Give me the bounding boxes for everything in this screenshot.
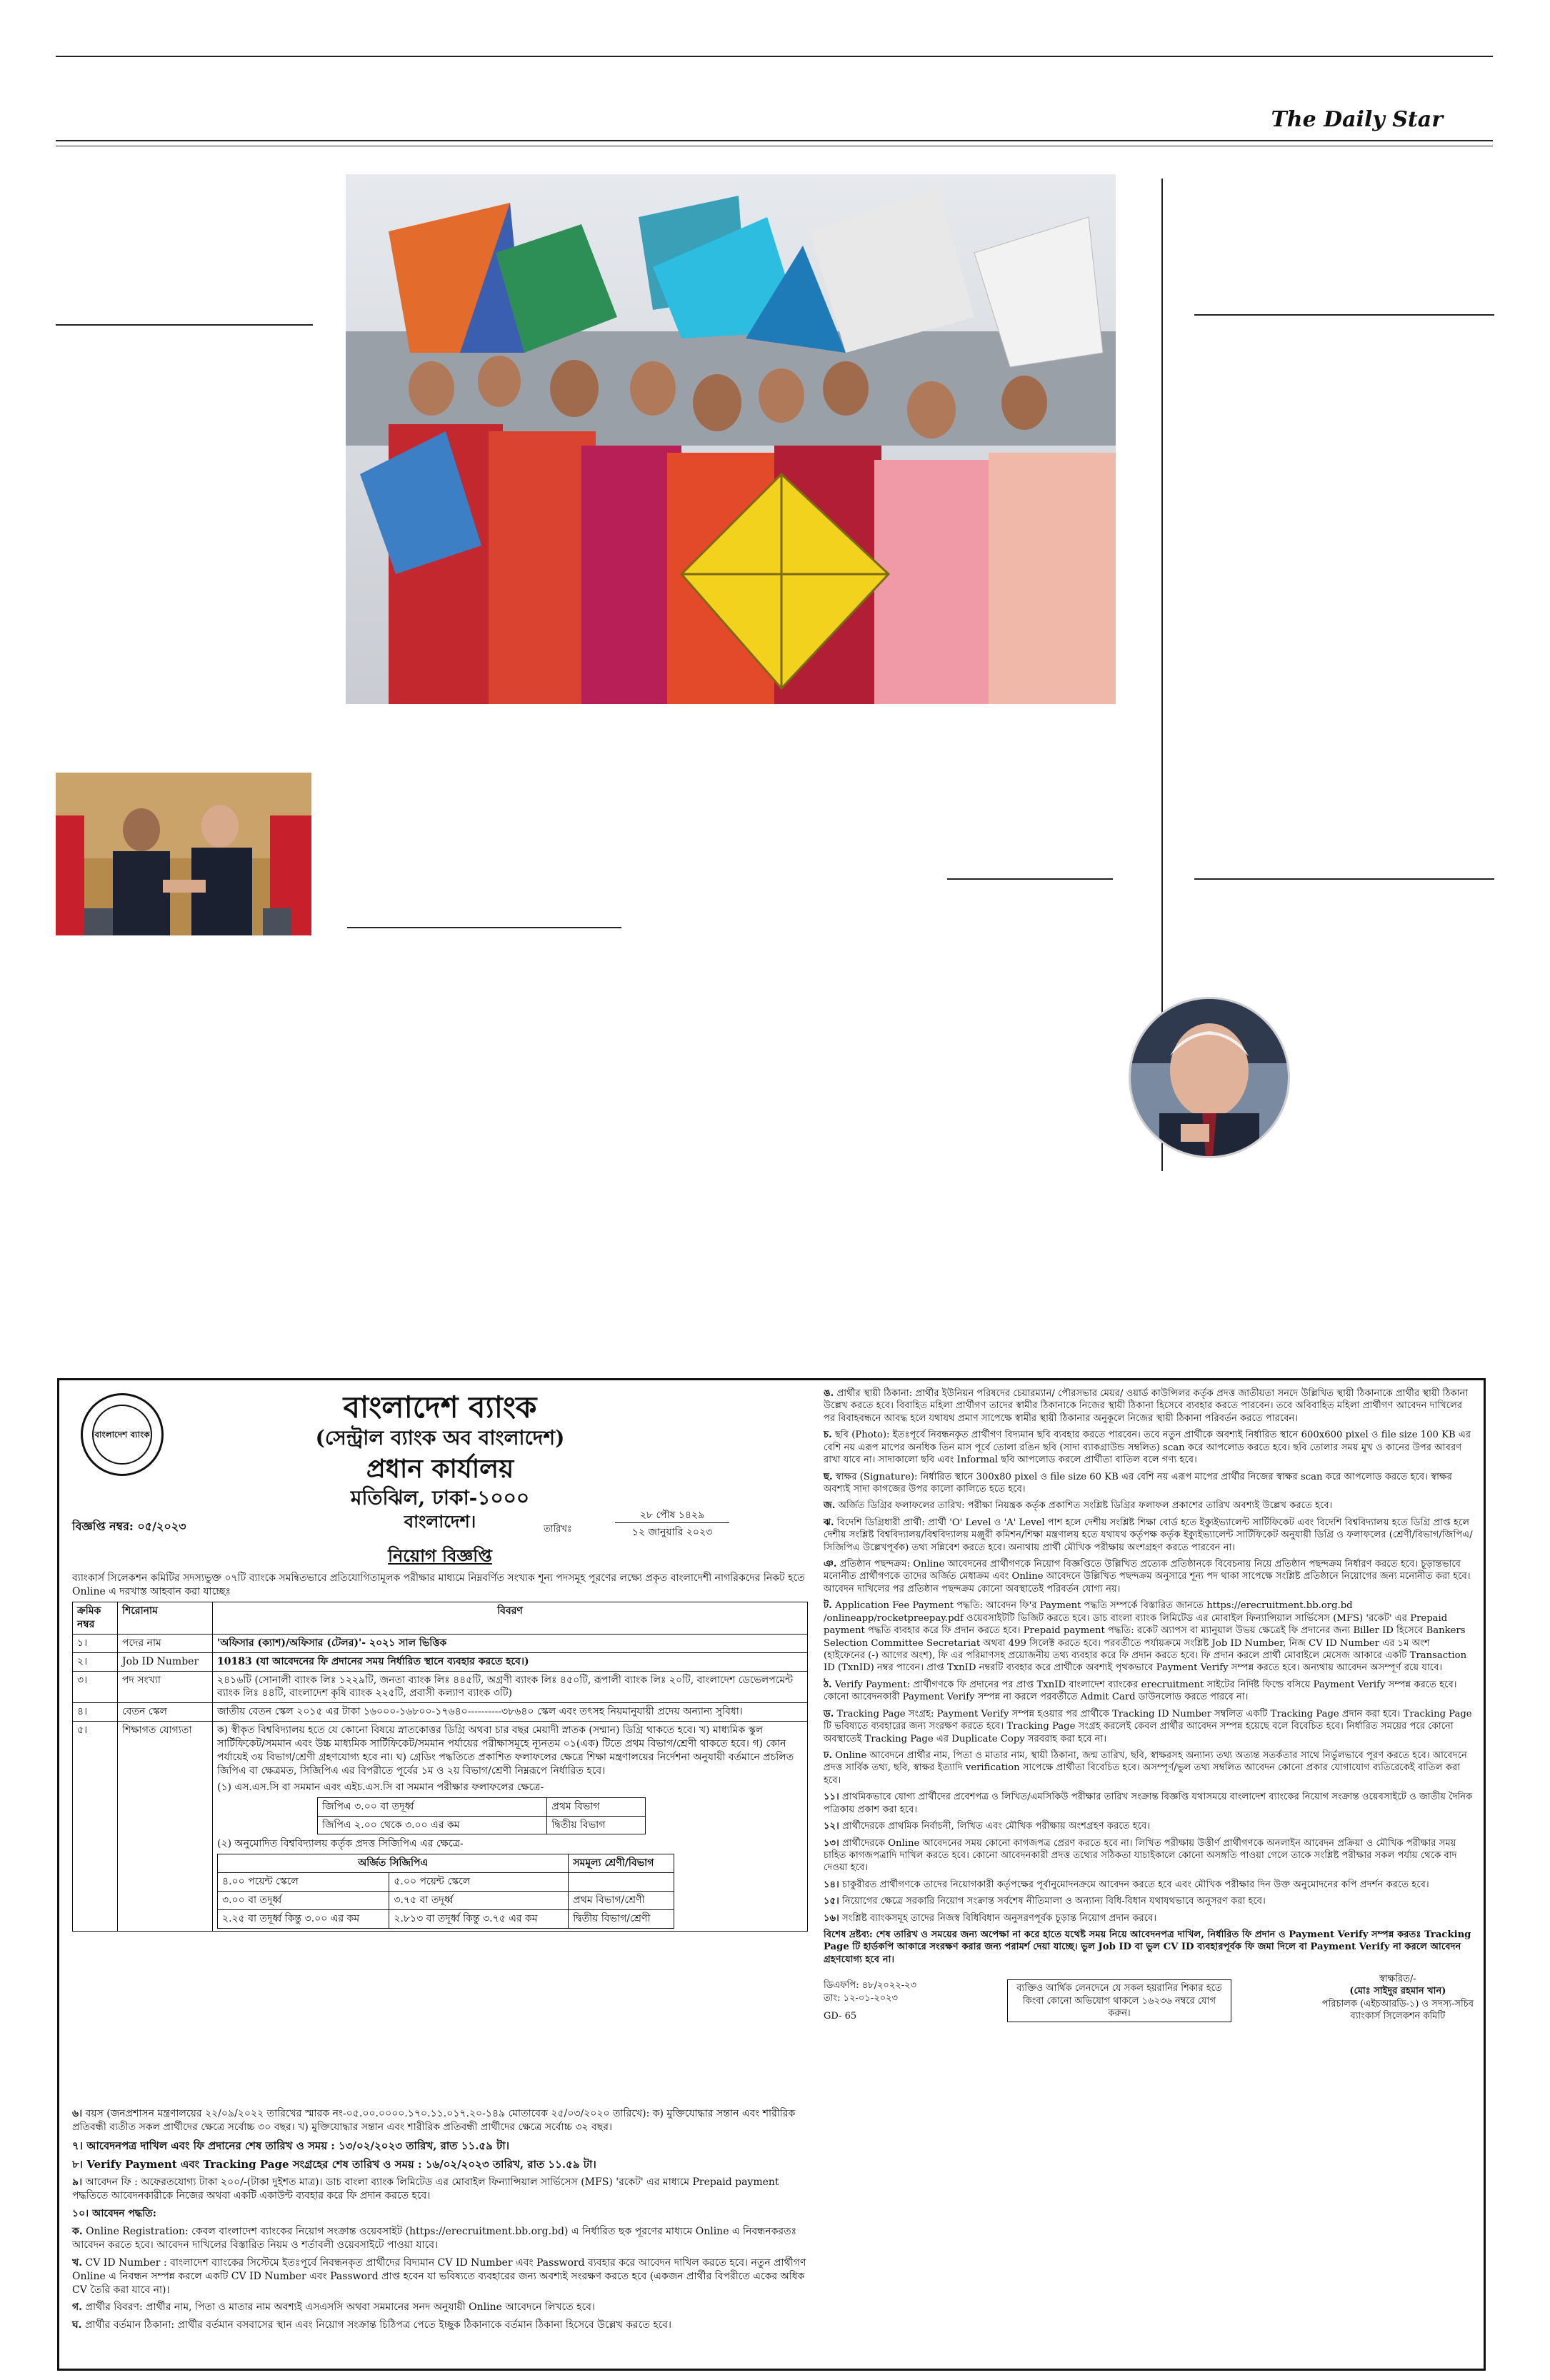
gpa-value: জিপিএ ২.০০ থেকে ৩.০০ এর কম (318, 1816, 547, 1834)
signature-label: স্বাক্ষরিত/- (1379, 1974, 1416, 1985)
list-item (824, 1708, 1474, 1745)
details-table-body (73, 1634, 808, 1931)
item-number: ৯। (72, 2176, 83, 2189)
gpa-caption-2: (২) অনুমোদিত বিশ্ববিদ্যালয় কর্তৃক প্রদত্ত সিজিপিএ এর ক্ষেত্রে- (217, 1838, 464, 1850)
gpa-table-2 (217, 1854, 674, 1929)
left-items (72, 2107, 808, 2336)
list-item (72, 2139, 808, 2153)
dfp-block (824, 1979, 916, 2022)
item-number: জ. (824, 1500, 836, 1512)
item-number: ৭। (72, 2139, 84, 2152)
list-item (72, 2256, 808, 2297)
item-number: ১১। (824, 1792, 839, 1803)
dfp-number: ডিএফপি: ৪৮/২০২২-২৩ (824, 1980, 917, 1992)
gpa-class: দ্বিতীয় বিভাগ (547, 1816, 646, 1834)
date-english: ১২ জানুয়ারি ২০২৩ (631, 1527, 713, 1538)
item-number: ঝ. (824, 1517, 834, 1528)
list-item (824, 1600, 1474, 1674)
item-number: চ. (824, 1430, 832, 1441)
row-detail: জাতীয় বেতন স্কেল ২০১৫ এর টাকা ১৬০০০-১৬৮০০-১৭৬৪০----------৩৮৬৪০ স্কেল এবং তৎসহ নিয়মানুযায়ী প্রদেয় অন্যান্য সুবিধা। (213, 1703, 808, 1722)
row-title: পদ সংখ্যা (118, 1671, 213, 1703)
item-text: Tracking Page সংগ্রহ: Payment Verify সম্পন্ন হওয়ার পর প্রার্থীকে Tracking ID Number সম্বলিত একটি Tracking Page প্রদান করা হবে। Tracking Page টি ভবিষ্যতে ব্যবহারের জন্য সংরক্ষণ করতে হবে। Tracking Page সংগ্রহ করলেই কেবল প্রার্থীর আবেদন সম্পন্ন হয়েছে বলে বিবেচিত হবে। নির্ধারিত সময়ের পরে কোনো অবস্থাতেই Tracking Page এর Duplicate Copy সরবরাহ করা হবে না। (824, 1708, 1472, 1744)
table-row (318, 1797, 646, 1816)
gpa2-head-b: সমমূল্য শ্রেণী/বিভাগ (569, 1854, 674, 1873)
gpa2-cell: ২.২৫ বা তদূর্ধ্ব কিন্তু ৩.০০ এর কম (218, 1910, 389, 1929)
table-row (218, 1854, 674, 1873)
column-rule-far-right (1194, 878, 1494, 880)
list-item (72, 2157, 808, 2171)
special-note: বিশেষ দ্রষ্টব্য: শেষ তারিখ ও সময়ের জন্য অপেক্ষা না করে হাতে যথেষ্ট সময় নিয়ে আবেদনপত্র দাখিল, নির্ধারিত ফি প্রদান ও Payment Verify সম্পন্ন করতঃ Tracking Page টি হার্ডকপি আকারে সংরক্ষণ করার জন্য পরামর্শ দেয়া যাচ্ছে। ভুল Job ID বা ভুল CV ID ব্যবহারপূর্বক ফি জমা দিলে বা Payment Verify না করলে আবেদন গ্রহণযোগ্য হবে না। (824, 1929, 1471, 1965)
item-text: CV ID Number : বাংলাদেশ ব্যাংকের সিস্টেমে ইতঃপূর্বে নিবন্ধনকৃত প্রার্থীদের বিদ্যমান CV ID Number এবং Password ব্যবহার করে আবেদন দাখিল করতে হবে। নতুন প্রার্থীগণ Online এ নিবন্ধন সম্পন্ন করলে একটি CV ID Number এবং Password প্রাপ্ত হবেন যা ভবিষ্যতে ব্যবহারের জন্য অবশ্যই সংরক্ষণ করতে হবে (একজন প্রার্থীর বিপরীতে একের অধিক CV তৈরি করা যাবে না)। (72, 2256, 806, 2296)
item-number: ঞ. (824, 1559, 837, 1570)
item-number: ১০। (72, 2208, 89, 2220)
list-item (824, 1837, 1474, 1874)
notice-number: বিজ্ঞপ্তি নম্বর: ০৫/২০২৩ (72, 1520, 186, 1533)
notice-intro: ব্যাংকার্স সিলেকশন কমিটির সদস্যভুক্ত ০৭টি ব্যাংকে সমন্বিতভাবে প্রতিযোগিতামূলক পরীক্ষার মাধ্যমে নিম্নবর্ণিত সংখ্যক শূন্য পদসমূহ পূরণের লক্ষ্যে প্রকৃত বাংলাদেশী নাগরিকদের নিকট হতে Online এ দরখাস্ত আহবান করা যাচ্ছেঃ (72, 1572, 805, 1597)
list-item (824, 1895, 1474, 1907)
gpa2-cell: ৩.৭৫ বা তদূর্ধ্ব (389, 1892, 569, 1910)
gpa2-cell: ২.৮১৩ বা তদূর্ধ্ব কিন্তু ৩.৭৫ এর কম (389, 1910, 569, 1929)
item-number: গ. (72, 2301, 83, 2314)
row-number: ২। (73, 1652, 118, 1671)
item-text: বয়স (জনপ্রশাসন মন্ত্রণালয়ের ২২/০৯/২০২২ তারিখের স্মারক নং-০৫.০০.০০০০.১৭০.১১.০১৭.২০-১৪৯ মোতাবেক ২৫/০৩/২০২০ তারিখে): ক) মুক্তিযোদ্ধার সন্তান এবং শারীরিক প্রতিবন্ধী ব্যতীত সকল প্রার্থীদের ক্ষেত্রে সর্বোচ্চ ৩০ বছর। খ) মুক্তিযোদ্ধার সন্তান এবং শারীরিক প্রতিবন্ধী প্রার্থীদের ক্ষেত্রে সর্বোচ্চ ৩২ বছর। (72, 2108, 796, 2133)
item-text: Verify Payment এবং Tracking Page সংগ্রহের শেষ তারিখ ও সময় : ১৬/০২/২০২৩ তারিখ, রাত ১১.৫৯ টা। (86, 2158, 596, 2171)
gpa2-cell: ৫.০০ পয়েন্ট স্কেলে (389, 1873, 569, 1892)
item-number: ৮। (72, 2158, 84, 2171)
list-item (72, 2107, 808, 2134)
list-item (824, 1912, 1474, 1924)
row-detail: ২৪১৬টি (সোনালী ব্যাংক লিঃ ১২২৯টি, জনতা ব্যাংক লিঃ ৪৪৫টি, অগ্রণী ব্যাংক লিঃ ৪৫০টি, রূপালী ব্যাংক লিঃ ২০টি, বাংলাদেশ ডেভেলপমেন্ট ব্যাংক লিঃ ৪৪টি, বাংলাদেশ কৃষি ব্যাংক ২২৫টি, প্রবাসী কল্যাণ ব্যাংক ৩টি) (213, 1671, 808, 1703)
item-text: প্রার্থীদেরকে Online আবেদনের সময় কোনো কাগজপত্র প্রেরণ করতে হবে না। লিখিত পরীক্ষায় উত্তীর্ণ প্রার্থীগণকে অনলাইন আবেদন প্রক্রিয়া ও মৌখিক পরীক্ষার সময় চাহিত কাগজপত্রাদি দাখিল করতে হবে। কোনো আবেদনকারী প্রদত্ত তথ্যের সঠিকতা যাচাইকালে কোনো অসঙ্গতি পাওয়া গেলে তাকে সংশ্লিষ্ট পরীক্ষার সকল পর্যায় থেকে বাদ দেওয়া হবে। (824, 1837, 1457, 1874)
details-table (72, 1602, 808, 1932)
list-item (824, 1879, 1474, 1891)
row-detail (213, 1722, 808, 1932)
table-row (73, 1634, 808, 1652)
item-number: ঠ. (824, 1679, 832, 1690)
gpa2-cell: দ্বিতীয় বিভাগ/শ্রেণী (569, 1910, 674, 1929)
item-text: Application Fee Payment পদ্ধতি: আবেদন ফি'র Payment পদ্ধতি সম্পর্কে বিস্তারিত জানতে https://erecruitment.bb.org.bd /onlineapp/rocketpreepay.pdf ওয়েবসাইটটি ভিজিট করতে হবে। ডাচ বাংলা ব্যাংক লিমিটেড এর মোবাইল ফিন্যান্সিয়াল সার্ভিসেস (MFS) 'রকেট' এর Prepaid payment পদ্ধতি ব্যবহার করে ফি প্রদান করতে হবে। Prepaid payment পদ্ধতি: রকেট অ্যাপস বা ম্যানুয়াল উভয় ক্ষেত্রেই ফি প্রদানের জন্য Biller ID হিসেবে Bankers Selection Committee Secretariat অথবা 499 সিলেক্ট করতে হবে। পরবর্তীতে পর্যায়ক্রমে সংশ্লিষ্ট Job ID Number, নিজ CV ID Number এর ১ম অংশ (হাইফেনের (-) আগের অংশ), ফি এর পরিমাণসহ প্রয়োজনীয় তথ্য ব্যবহার করে ফি প্রদান করতে হবে। ফি প্রদান করলে প্রার্থী মোবাইলে মেসেজ আকারে একটি Transaction ID (TxnID) নম্বর পাবেন। প্রাপ্ত TxnID নম্বরটি ব্যবহার করে প্রার্থীকে অবশ্যই পৃথকভাবে Payment Verify সম্পন্ন করতে হবে। অন্যথায় আবেদন অসম্পূর্ণ রয়ে যাবে। (824, 1600, 1467, 1674)
item-number: ঘ. (72, 2319, 82, 2331)
date-label: তারিখঃ (544, 1524, 572, 1535)
row-title: বেতন স্কেল (118, 1703, 213, 1722)
item-number: ১৬। (824, 1912, 839, 1924)
list-item (72, 2319, 808, 2332)
item-text: প্রার্থীর স্থায়ী ঠিকানা: প্রার্থীর ইউনিয়ন পরিষদের চেয়ারম্যান/ পৌরসভার মেয়র/ ওয়ার্ড কাউন্সিলর কর্তৃক প্রদত্ত জাতীয়তা সনদে উল্লিখিত স্থায়ী ঠিকানাকে প্রার্থীর স্থায়ী ঠিকানা উল্লেখ করতে হবে। বিবাহিত মহিলা প্রার্থীগণ তাদের স্বামীর ঠিকানাকে নিজের স্থায়ী ঠিকানা হিসেবে ব্যবহার করতে পারবেন। তবে অবিবাহিত মহিলা প্রার্থীগণ আবেদন দাখিলের পর বিবাহবন্ধনে আবদ্ধ হলে যথাযথ প্রমাণ সাপেক্ষে স্বামীর স্থায়ী ঠিকানার অনুকূলে নিজের স্থায়ী ঠিকানা পরিবর্তন করতে পারবেন। (824, 1388, 1469, 1424)
table-row (73, 1703, 808, 1722)
fraud-warning-box: ব্যক্তিও আর্থিক লেনদেনে যে সকল হয়রানির শিকার হতে কিংবা কোনো অভিযোগ থাকলে ১৬২৩৬ নম্বরে যোগ করুন। (1007, 1979, 1231, 2022)
ad-right-column (824, 1387, 1474, 2361)
list-item (824, 1387, 1474, 1425)
table-head-detail: বিবরণ (213, 1602, 808, 1635)
item-number: ১৫। (824, 1896, 839, 1907)
column-rule-left (56, 324, 313, 326)
office-name: প্রধান কার্যালয় (366, 1454, 514, 1484)
item-text: বিদেশি ডিগ্রিধারী প্রার্থী: প্রার্থী 'O' Level ও 'A' Level পাশ হলে দেশীয় সংশ্লিষ্ট শিক্ষা বোর্ড হতে ইক্যুইভ্যালেন্ট সার্টিফিকেট এবং বিদেশি বিশ্ববিদ্যালয় হতে ডিগ্রি প্রাপ্ত হলে দেশীয় সংশ্লিষ্ট বিশ্ববিদ্যালয়/বিশ্ববিদ্যালয় মঞ্জুরী কমিশন/শিক্ষা মন্ত্রণালয় হতে যথাযথ কর্তৃপক্ষ কর্তৃক ইক্যুইভ্যালেন্ট সার্টিফিকেট অনুযায়ী ডিগ্রি ও ফলাফলের (শ্রেণী/বিভাগ/জিপিএ/সিজিপিএ উল্লেখপূর্বক) তথ্য সন্নিবেশ করতে হবে। অন্যথায় প্রার্থী মৌখিক পরীক্ষায় অংশগ্রহণ করতে পারবেন না। (824, 1517, 1473, 1553)
list-item (72, 2207, 808, 2221)
item-number: ৬। (72, 2108, 83, 2119)
table-row (73, 1671, 808, 1703)
list-item (824, 1471, 1474, 1496)
item-text: স্বাক্ষর (Signature): নির্ধারিত স্থানে 300x80 pixel ও file size 60 KB এর বেশি নয় এরূপ মাপের প্রার্থীর নিজের স্বাক্ষর scan করে আপলোড করতে হবে। স্বাক্ষর অবশ্যই সাদা কাগজের উপর কালো কালিতে হতে হবে। (824, 1471, 1452, 1495)
item-number: ১২। (824, 1821, 839, 1832)
item-text: চাকুরীরত প্রার্থীগণকে তাদের নিয়োগকারী কর্তৃপক্ষের পূর্বানুমোদনক্রমে আবেদন করতে হবে এবং মৌখিক পরীক্ষার দিন উক্ত অনুমোদনের কপি প্রদর্শন করতে হবে। (842, 1879, 1429, 1890)
table-row (218, 1892, 674, 1910)
list-item (824, 1558, 1474, 1595)
item-number: ট. (824, 1600, 832, 1612)
row-number: ১। (73, 1634, 118, 1652)
item-text: প্রার্থীদেরকে প্রাথমিক নির্বাচনী, লিখিত এবং মৌখিক পরীক্ষায় অংশগ্রহণ করতে হবে। (842, 1821, 1151, 1832)
table-head-title: শিরোনাম (118, 1602, 213, 1635)
item-text: সংশ্লিষ্ট ব্যাংকসমূহ তাদের নিজস্ব বিধিবিধান অনুসরণপূর্বক চূড়ান্ত নিয়োগ প্রদান করবে। (842, 1912, 1157, 1924)
photo-kites (346, 174, 1116, 704)
gpa2-head-a: অর্জিত সিজিপিএ (218, 1854, 569, 1873)
photo-portrait (1129, 997, 1290, 1158)
table-row (73, 1652, 808, 1671)
row-number: ৩। (73, 1671, 118, 1703)
table-head-serial: ক্রমিক নম্বর (73, 1602, 118, 1635)
item-text: প্রতিষ্ঠান পছন্দক্রম: Online আবেদনের প্রার্থীগণকে নিয়োগ বিজ্ঞপ্তিতে উল্লিখিত প্রত্যেক প্রতিষ্ঠানকে বিবেচনায় নিয়ে প্রতিষ্ঠান পছন্দক্রম নির্ধারণ করতে হবে। চূড়ান্তভাবে মনোনীত প্রার্থীগণকে তাদের অর্জিত মেধাক্রম এবং Online আবেদনে উল্লিখিত পছন্দক্রম অনুসারে শূন্য পদ থাকা সাপেক্ষে সংশ্লিষ্ট প্রতিষ্ঠানে নিয়োগের জন্য মনোনীত করা হবে। আবেদন দাখিলের পর প্রতিষ্ঠান পছন্দক্রম কোনো অবস্থাতেই পরিবর্তন যোগ্য নয়। (824, 1559, 1471, 1595)
signatory-committee: ব্যাংকার্স সিলেকশন কমিটি (1350, 2010, 1446, 2022)
item-text: Online Registration: কেবল বাংলাদেশ ব্যাংকের নিয়োগ সংক্রান্ত ওয়েবসাইট (https://erecruitment.bb.org.bd) এ নির্ধারিত ছক পূরণের মাধ্যমে Online এ নিবন্ধনকরতঃ আবেদন করতে হবে। আবেদন দাখিলের বিস্তারিত নিয়ম ও শর্তাবলী ওয়েবসাইটে পাওয়া যাবে। (72, 2225, 797, 2251)
signatory-name: (মোঃ সাইদুর রহমান খান) (1349, 1986, 1446, 1997)
row-title: শিক্ষাগত যোগ্যতা (118, 1722, 213, 1932)
top-rule (56, 56, 1493, 57)
list-item (824, 1429, 1474, 1466)
item-number: খ. (72, 2256, 83, 2269)
ad-left-column (72, 1387, 808, 2361)
column-rule-mid-right (947, 878, 1113, 880)
item-text: ছবি (Photo): ইতঃপূর্বে নিবন্ধনকৃত প্রার্থীগণ বিদ্যমান ছবি ব্যবহার করতে পারবেন। তবে নতুন প্রার্থীকে অবশ্যই নির্ধারিত স্থানে 600x600 pixel ও file size 100 KB এর বেশি নয় এরূপ মাপের অনধিক তিন মাস পূর্বে তোলা রঙিন ছবি (সাদা ব্যাকগ্রাউন্ড সম্বলিত) scan করে আপলোড করতে হবে। ছবি তোলার সময় মুখ ও কানের উপর আবরণ রাখা যাবে না। সাদাকালো ছবি এবং Informal ছবি আপলোড করলে প্রার্থীতা বাতিল বলে গণ্য হবে। (824, 1430, 1471, 1466)
list-item (72, 2301, 808, 2314)
row-detail: 'অফিসার (ক্যাশ)/অফিসার (টেলর)'- ২০২১ সাল ভিত্তিক (213, 1634, 808, 1652)
gd-code: GD- 65 (824, 2010, 857, 2022)
gpa-class: প্রথম বিভাগ (547, 1797, 646, 1816)
office-country: বাংলাদেশ। (404, 1511, 476, 1532)
column-rule-mid (347, 927, 621, 928)
signature-block (1322, 1973, 1474, 2022)
gpa2-cell: প্রথম বিভাগ/শ্রেণী (569, 1892, 674, 1910)
table-row (318, 1816, 646, 1834)
item-number: ১৩। (824, 1837, 839, 1849)
gpa-caption-1: (১) এস.এস.সি বা সমমান এবং এইচ.এস.সি বা সমমান পরীক্ষার ফলাফলের ক্ষেত্রে- (217, 1781, 544, 1793)
item-text: আবেদনপত্র দাখিল এবং ফি প্রদানের শেষ তারিখ ও সময় : ১৩/০২/২০২৩ তারিখ, রাত ১১.৫৯ টা। (86, 2139, 510, 2152)
office-address: মতিঝিল, ঢাকা-১০০০ (350, 1486, 530, 1510)
gpa-value: জিপিএ ৩.০০ বা তদূর্ধ্ব (318, 1797, 547, 1816)
photo-handshake (56, 773, 311, 935)
item-text: অর্জিত ডিগ্রির ফলাফলের তারিখ: পরীক্ষা নিয়ন্ত্রক কর্তৃক প্রকাশিত সংশ্লিষ্ট ডিগ্রির ফলাফল প্রকাশের তারিখ অবশ্যই উল্লেখ করতে হবে। (838, 1500, 1333, 1512)
column-rule-right (1194, 314, 1494, 316)
item-number: ১৪। (824, 1879, 839, 1890)
dfp-date: তাং: ১২-০১-২০২৩ (824, 1992, 899, 2004)
gpa2-cell (569, 1873, 674, 1892)
list-item (72, 2176, 808, 2203)
signatory-title: পরিচালক (এইচআরডি-১) ও সদস্য-সচিব (1321, 1998, 1474, 2009)
item-text: নিয়োগের ক্ষেত্রে সরকারি নিয়োগ সংক্রান্ত সর্বশেষ নীতিমালা ও অন্যান্য বিধি-বিধান যথাযথভাবে অনুসরণ করা হবে। (842, 1896, 1266, 1907)
row-detail: 10183 (যা আবেদনের ফি প্রদানের সময় নির্ধারিত স্থানে ব্যবহার করতে হবে।) (213, 1652, 808, 1671)
row-number: ৪। (73, 1703, 118, 1722)
item-text: Verify Payment: প্রার্থীগণকে ফি প্রদানের পর প্রাপ্ত TxnID বাংলাদেশ ব্যাংকের erecruitment সাইটের নির্দিষ্ট ফিল্ডে বসিয়ে Payment Verify সম্পন্ন করতে হবে। কোনো আবেদনকারী Payment Verify সম্পন্ন না করলে পরবর্তীতে Admit Card ডাউনলোড করতে পারবে না। (824, 1679, 1457, 1703)
item-number: ড. (824, 1708, 834, 1719)
ad-footer (824, 1973, 1474, 2022)
item-number: ছ. (824, 1471, 833, 1482)
list-item (824, 1679, 1474, 1704)
notice-heading: নিয়োগ বিজ্ঞপ্তি (388, 1545, 492, 1566)
item-text: আবেদন পদ্ধতি: (92, 2208, 156, 2220)
item-number: ঢ. (824, 1749, 833, 1761)
bank-subtitle: (সেন্ট্রাল ব্যাংক অব বাংলাদেশ) (315, 1426, 565, 1450)
item-text: প্রার্থীর বর্তমান ঠিকানা: প্রার্থীর বর্তমান বসবাসের স্থান এবং নিয়োগ সংক্রান্ত চিঠিপত্র পেতে ইচ্ছুক ঠিকানাকে বর্তমান ঠিকানা হিসেবে উল্লেখ করতে হবে। (84, 2319, 671, 2331)
gpa2-cell: ৪.০০ পয়েন্ট স্কেলে (218, 1873, 389, 1892)
item-text: প্রাথমিকভাবে যোগ্য প্রার্থীদের প্রবেশপত্র ও লিখিত/এমসিকিউ পরীক্ষার তারিখ সংক্রান্ত বিজ্ঞপ্তি যথাসময়ে বাংলাদেশ ব্যাংকের নিয়োগ সংক্রান্ত ওয়েবসাইটে ও জাতীয় দৈনিক পত্রিকায় প্রকাশ করা হবে। (824, 1792, 1473, 1815)
item-text: আবেদন ফি : অফেরতযোগ্য টাকা ২০০/-(টাকা দুইশত মাত্র)। ডাচ বাংলা ব্যাংক লিমিটেড এর মোবাইল ফিন্যান্সিয়াল সার্ভিসেস (MFS) 'রকেট' এর মাধ্যমে Prepaid payment পদ্ধতিতে আবেদনকারীকে নিজের অথবা একটি একাউন্ট ব্যবহার করে ফি প্রদান করতে হবে। (72, 2176, 779, 2202)
row-title: Job ID Number (118, 1652, 213, 1671)
job-advertisement (57, 1378, 1486, 2371)
qualification-text: ক) স্বীকৃত বিশ্ববিদ্যালয় হতে যে কোনো বিষয়ে স্নাতকোত্তর ডিগ্রি অথবা চার বছর মেয়াদী স্নাতক (সম্মান) ডিগ্রি থাকতে হবে। খ) মাধ্যমিক স্কুল সার্টিফিকেট/সমমান এবং উচ্চ মাধ্যমিক সার্টিফিকেট/সমমান পর্যায়ের পরীক্ষাসমূহে ন্যূনতম ০১(এক) টিতে প্রথম বিভাগ/শ্রেণী থাকতে হবে। গ) কোন পর্যায়েই ৩য় বিভাগ/শ্রেণী গ্রহণযোগ্য হবে না। ঘ) গ্রেডিং পদ্ধতিতে প্রকাশিত ফলাফলের ক্ষেত্রে শিক্ষা মন্ত্রণালয়ের নির্দেশনা অনুযায়ী বর্তমানে প্রচলিত জিপিএ বা ক্ষেত্রমত, সিজিপিএ এর বিপরীতে পূর্বের ১ম ও ২য় বিভাগ/শ্রেণী নিম্নরূপে নির্ধারিত হবে। (217, 1724, 794, 1777)
item-text: Online আবেদনে প্রার্থীর নাম, পিতা ও মাতার নাম, স্থায়ী ঠিকানা, জন্ম তারিখ, ছবি, স্বাক্ষরসহ অন্যান্য তথ্য অত্যন্ত সতর্কতার সাথে নির্ভুলভাবে পূরণ করতে হবে। আবেদনে প্রদত্ত সার্বিক তথ্য, ছবি, স্বাক্ষর ইত্যাদি verification সাপেক্ষে প্রার্থীতা বিবেচিত হবে। অসম্পূর্ণ/ভুল তথ্য সম্বলিত আবেদন কোনো প্রকার যোগাযোগ ব্যতিরেকেই বাতিল করা হবে। (824, 1749, 1467, 1786)
bank-seal-logo: বাংলাদেশ ব্যাংক (81, 1393, 164, 1476)
item-number: ঙ. (824, 1388, 834, 1399)
gpa2-cell: ৩.০০ বা তদূর্ধ্ব (218, 1892, 389, 1910)
row-title: পদের নাম (118, 1634, 213, 1652)
masthead-rule-1 (56, 140, 1493, 141)
list-item (824, 1820, 1474, 1832)
date-bangla: ২৮ পৌষ ১৪২৯ (615, 1509, 729, 1523)
gpa-table-1 (317, 1797, 646, 1835)
item-number: ক. (72, 2225, 83, 2237)
list-item (824, 1749, 1474, 1787)
table-row (218, 1873, 674, 1892)
row-number: ৫। (73, 1722, 118, 1932)
masthead-logo: The Daily Star (1271, 107, 1443, 132)
table-row (73, 1722, 808, 1932)
list-item (824, 1791, 1474, 1816)
list-item (72, 2225, 808, 2252)
table-row (218, 1910, 674, 1929)
item-text: প্রার্থীর বিবরণ: প্রার্থীর নাম, পিতা ও মাতার নাম অবশ্যই এসএসসি অথবা সমমানের সনদ অনুযায়ী Online আবেদনে লিখতে হবে। (85, 2301, 595, 2314)
list-item (824, 1517, 1474, 1554)
list-item (824, 1500, 1474, 1512)
bank-name: বাংলাদেশ ব্যাংক (343, 1390, 537, 1425)
